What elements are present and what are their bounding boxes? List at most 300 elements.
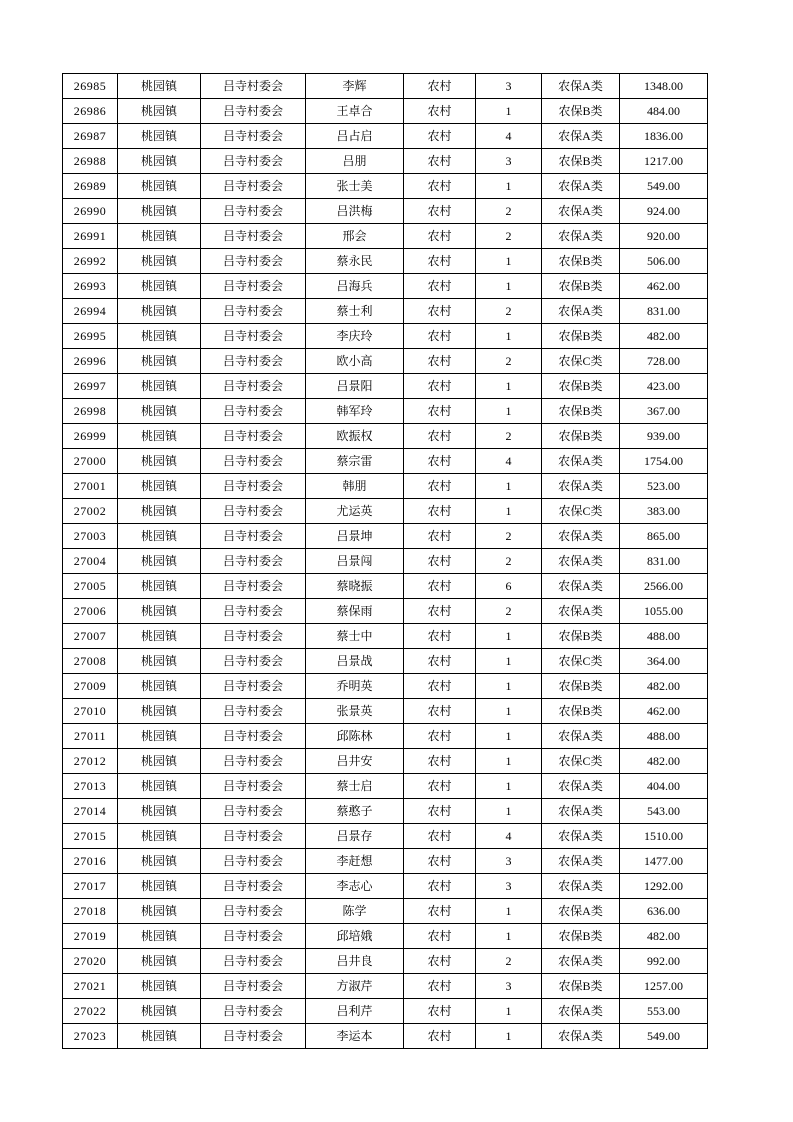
cell-id: 26997 — [63, 374, 118, 399]
cell-insurance_type: 农保B类 — [542, 249, 620, 274]
table-row — [63, 899, 708, 924]
cell-count: 2 — [476, 349, 542, 374]
cell-id: 27010 — [63, 699, 118, 724]
cell-amount: 488.00 — [620, 624, 708, 649]
cell-count: 1 — [476, 799, 542, 824]
cell-insurance_type: 农保A类 — [542, 549, 620, 574]
cell-name: 蔡憨子 — [306, 799, 404, 824]
cell-name: 吕海兵 — [306, 274, 404, 299]
cell-village: 吕寺村委会 — [201, 149, 306, 174]
cell-amount: 462.00 — [620, 274, 708, 299]
table-row — [63, 174, 708, 199]
cell-count: 3 — [476, 74, 542, 99]
cell-count: 2 — [476, 299, 542, 324]
cell-town: 桃园镇 — [118, 274, 201, 299]
cell-insurance_type: 农保A类 — [542, 599, 620, 624]
cell-category: 农村 — [404, 924, 476, 949]
cell-amount: 1510.00 — [620, 824, 708, 849]
cell-insurance_type: 农保C类 — [542, 349, 620, 374]
cell-insurance_type: 农保B类 — [542, 924, 620, 949]
cell-village: 吕寺村委会 — [201, 199, 306, 224]
cell-amount: 482.00 — [620, 749, 708, 774]
cell-name: 吕洪梅 — [306, 199, 404, 224]
cell-amount: 1217.00 — [620, 149, 708, 174]
cell-count: 1 — [476, 474, 542, 499]
cell-id: 27016 — [63, 849, 118, 874]
cell-village: 吕寺村委会 — [201, 1024, 306, 1049]
cell-category: 农村 — [404, 524, 476, 549]
cell-count: 1 — [476, 174, 542, 199]
cell-insurance_type: 农保C类 — [542, 499, 620, 524]
cell-name: 蔡保雨 — [306, 599, 404, 624]
cell-amount: 364.00 — [620, 649, 708, 674]
cell-id: 26989 — [63, 174, 118, 199]
cell-village: 吕寺村委会 — [201, 949, 306, 974]
cell-amount: 488.00 — [620, 724, 708, 749]
cell-category: 农村 — [404, 224, 476, 249]
cell-id: 27009 — [63, 674, 118, 699]
cell-count: 1 — [476, 1024, 542, 1049]
cell-count: 3 — [476, 874, 542, 899]
cell-amount: 423.00 — [620, 374, 708, 399]
table-row — [63, 999, 708, 1024]
cell-name: 李辉 — [306, 74, 404, 99]
cell-town: 桃园镇 — [118, 124, 201, 149]
cell-village: 吕寺村委会 — [201, 674, 306, 699]
cell-id: 27008 — [63, 649, 118, 674]
cell-village: 吕寺村委会 — [201, 374, 306, 399]
table-body — [63, 74, 708, 1049]
cell-town: 桃园镇 — [118, 524, 201, 549]
cell-count: 3 — [476, 974, 542, 999]
cell-category: 农村 — [404, 974, 476, 999]
cell-amount: 383.00 — [620, 499, 708, 524]
cell-village: 吕寺村委会 — [201, 574, 306, 599]
cell-count: 1 — [476, 774, 542, 799]
cell-name: 李志心 — [306, 874, 404, 899]
table-row — [63, 774, 708, 799]
cell-insurance_type: 农保B类 — [542, 274, 620, 299]
cell-category: 农村 — [404, 174, 476, 199]
cell-name: 吕利芹 — [306, 999, 404, 1024]
cell-category: 农村 — [404, 724, 476, 749]
cell-amount: 1292.00 — [620, 874, 708, 899]
cell-id: 26995 — [63, 324, 118, 349]
cell-town: 桃园镇 — [118, 574, 201, 599]
cell-category: 农村 — [404, 699, 476, 724]
cell-village: 吕寺村委会 — [201, 249, 306, 274]
cell-town: 桃园镇 — [118, 249, 201, 274]
cell-village: 吕寺村委会 — [201, 549, 306, 574]
cell-count: 2 — [476, 199, 542, 224]
cell-category: 农村 — [404, 449, 476, 474]
cell-amount: 482.00 — [620, 324, 708, 349]
cell-village: 吕寺村委会 — [201, 224, 306, 249]
cell-count: 3 — [476, 149, 542, 174]
table-row — [63, 1024, 708, 1049]
cell-amount: 920.00 — [620, 224, 708, 249]
cell-id: 27021 — [63, 974, 118, 999]
cell-count: 1 — [476, 649, 542, 674]
table-row — [63, 349, 708, 374]
cell-insurance_type: 农保A类 — [542, 124, 620, 149]
cell-category: 农村 — [404, 399, 476, 424]
cell-town: 桃园镇 — [118, 99, 201, 124]
cell-insurance_type: 农保B类 — [542, 99, 620, 124]
cell-id: 27023 — [63, 1024, 118, 1049]
cell-id: 26990 — [63, 199, 118, 224]
cell-count: 1 — [476, 99, 542, 124]
cell-category: 农村 — [404, 1024, 476, 1049]
cell-count: 4 — [476, 824, 542, 849]
cell-village: 吕寺村委会 — [201, 724, 306, 749]
cell-town: 桃园镇 — [118, 424, 201, 449]
table-row — [63, 674, 708, 699]
cell-town: 桃园镇 — [118, 649, 201, 674]
table-row — [63, 924, 708, 949]
table-row — [63, 599, 708, 624]
cell-name: 吕景坤 — [306, 524, 404, 549]
cell-village: 吕寺村委会 — [201, 74, 306, 99]
cell-id: 27003 — [63, 524, 118, 549]
cell-count: 1 — [476, 399, 542, 424]
cell-insurance_type: 农保A类 — [542, 449, 620, 474]
cell-insurance_type: 农保A类 — [542, 299, 620, 324]
cell-amount: 553.00 — [620, 999, 708, 1024]
cell-count: 1 — [476, 249, 542, 274]
cell-name: 蔡晓振 — [306, 574, 404, 599]
cell-town: 桃园镇 — [118, 949, 201, 974]
cell-village: 吕寺村委会 — [201, 799, 306, 824]
cell-town: 桃园镇 — [118, 999, 201, 1024]
table-row — [63, 74, 708, 99]
cell-insurance_type: 农保A类 — [542, 824, 620, 849]
cell-id: 26986 — [63, 99, 118, 124]
cell-insurance_type: 农保A类 — [542, 199, 620, 224]
cell-amount: 1836.00 — [620, 124, 708, 149]
cell-village: 吕寺村委会 — [201, 124, 306, 149]
cell-id: 26988 — [63, 149, 118, 174]
cell-count: 6 — [476, 574, 542, 599]
cell-town: 桃园镇 — [118, 774, 201, 799]
cell-village: 吕寺村委会 — [201, 324, 306, 349]
cell-town: 桃园镇 — [118, 749, 201, 774]
cell-id: 27015 — [63, 824, 118, 849]
cell-insurance_type: 农保B类 — [542, 624, 620, 649]
cell-town: 桃园镇 — [118, 299, 201, 324]
cell-name: 吕朋 — [306, 149, 404, 174]
cell-town: 桃园镇 — [118, 449, 201, 474]
cell-amount: 462.00 — [620, 699, 708, 724]
cell-town: 桃园镇 — [118, 149, 201, 174]
cell-category: 农村 — [404, 674, 476, 699]
cell-id: 27006 — [63, 599, 118, 624]
cell-name: 吕占启 — [306, 124, 404, 149]
cell-count: 1 — [476, 324, 542, 349]
cell-amount: 2566.00 — [620, 574, 708, 599]
cell-town: 桃园镇 — [118, 74, 201, 99]
cell-count: 1 — [476, 899, 542, 924]
cell-name: 邱培娥 — [306, 924, 404, 949]
cell-count: 2 — [476, 949, 542, 974]
cell-insurance_type: 农保A类 — [542, 524, 620, 549]
cell-amount: 549.00 — [620, 174, 708, 199]
cell-name: 欧小高 — [306, 349, 404, 374]
cell-town: 桃园镇 — [118, 499, 201, 524]
cell-insurance_type: 农保A类 — [542, 899, 620, 924]
table-row — [63, 324, 708, 349]
cell-town: 桃园镇 — [118, 674, 201, 699]
table-row — [63, 399, 708, 424]
cell-insurance_type: 农保A类 — [542, 774, 620, 799]
cell-town: 桃园镇 — [118, 624, 201, 649]
cell-name: 乔明英 — [306, 674, 404, 699]
cell-category: 农村 — [404, 999, 476, 1024]
cell-village: 吕寺村委会 — [201, 924, 306, 949]
table-row — [63, 949, 708, 974]
cell-town: 桃园镇 — [118, 349, 201, 374]
table-row — [63, 974, 708, 999]
cell-amount: 992.00 — [620, 949, 708, 974]
cell-village: 吕寺村委会 — [201, 974, 306, 999]
table-row — [63, 799, 708, 824]
cell-town: 桃园镇 — [118, 849, 201, 874]
cell-village: 吕寺村委会 — [201, 599, 306, 624]
table-row — [63, 424, 708, 449]
cell-name: 李运本 — [306, 1024, 404, 1049]
cell-count: 1 — [476, 624, 542, 649]
cell-town: 桃园镇 — [118, 199, 201, 224]
cell-category: 农村 — [404, 374, 476, 399]
cell-count: 1 — [476, 924, 542, 949]
cell-village: 吕寺村委会 — [201, 824, 306, 849]
cell-amount: 549.00 — [620, 1024, 708, 1049]
cell-id: 27000 — [63, 449, 118, 474]
cell-count: 1 — [476, 749, 542, 774]
cell-id: 27013 — [63, 774, 118, 799]
cell-amount: 482.00 — [620, 924, 708, 949]
cell-amount: 523.00 — [620, 474, 708, 499]
cell-name: 张景英 — [306, 699, 404, 724]
cell-category: 农村 — [404, 249, 476, 274]
cell-insurance_type: 农保A类 — [542, 174, 620, 199]
cell-id: 27019 — [63, 924, 118, 949]
cell-village: 吕寺村委会 — [201, 274, 306, 299]
cell-village: 吕寺村委会 — [201, 899, 306, 924]
cell-insurance_type: 农保A类 — [542, 1024, 620, 1049]
cell-id: 27012 — [63, 749, 118, 774]
cell-count: 3 — [476, 849, 542, 874]
table-row — [63, 649, 708, 674]
cell-town: 桃园镇 — [118, 324, 201, 349]
cell-name: 蔡士中 — [306, 624, 404, 649]
cell-amount: 831.00 — [620, 299, 708, 324]
cell-amount: 484.00 — [620, 99, 708, 124]
cell-name: 王卓合 — [306, 99, 404, 124]
cell-name: 吕井安 — [306, 749, 404, 774]
cell-amount: 543.00 — [620, 799, 708, 824]
cell-village: 吕寺村委会 — [201, 849, 306, 874]
cell-insurance_type: 农保A类 — [542, 849, 620, 874]
cell-name: 尤运英 — [306, 499, 404, 524]
cell-insurance_type: 农保A类 — [542, 799, 620, 824]
cell-id: 27014 — [63, 799, 118, 824]
cell-category: 农村 — [404, 349, 476, 374]
table-row — [63, 574, 708, 599]
cell-count: 1 — [476, 699, 542, 724]
cell-village: 吕寺村委会 — [201, 99, 306, 124]
cell-village: 吕寺村委会 — [201, 874, 306, 899]
cell-amount: 1754.00 — [620, 449, 708, 474]
cell-id: 27004 — [63, 549, 118, 574]
cell-id: 26985 — [63, 74, 118, 99]
cell-town: 桃园镇 — [118, 174, 201, 199]
table-row — [63, 99, 708, 124]
cell-category: 农村 — [404, 624, 476, 649]
cell-count: 2 — [476, 424, 542, 449]
table-row — [63, 149, 708, 174]
table-row — [63, 499, 708, 524]
cell-id: 26993 — [63, 274, 118, 299]
table-row — [63, 249, 708, 274]
cell-village: 吕寺村委会 — [201, 999, 306, 1024]
cell-amount: 404.00 — [620, 774, 708, 799]
cell-count: 2 — [476, 549, 542, 574]
cell-count: 1 — [476, 724, 542, 749]
cell-town: 桃园镇 — [118, 924, 201, 949]
cell-town: 桃园镇 — [118, 974, 201, 999]
cell-town: 桃园镇 — [118, 699, 201, 724]
cell-name: 蔡永民 — [306, 249, 404, 274]
cell-amount: 728.00 — [620, 349, 708, 374]
cell-category: 农村 — [404, 849, 476, 874]
cell-name: 陈学 — [306, 899, 404, 924]
cell-insurance_type: 农保A类 — [542, 874, 620, 899]
cell-id: 27007 — [63, 624, 118, 649]
cell-amount: 482.00 — [620, 674, 708, 699]
cell-count: 1 — [476, 374, 542, 399]
cell-name: 吕景存 — [306, 824, 404, 849]
table-row — [63, 549, 708, 574]
cell-name: 吕井良 — [306, 949, 404, 974]
cell-amount: 367.00 — [620, 399, 708, 424]
cell-insurance_type: 农保A类 — [542, 224, 620, 249]
cell-name: 蔡宗雷 — [306, 449, 404, 474]
cell-name: 吕景战 — [306, 649, 404, 674]
cell-name: 蔡士利 — [306, 299, 404, 324]
cell-amount: 1257.00 — [620, 974, 708, 999]
cell-insurance_type: 农保B类 — [542, 699, 620, 724]
cell-amount: 636.00 — [620, 899, 708, 924]
cell-insurance_type: 农保A类 — [542, 74, 620, 99]
cell-id: 27017 — [63, 874, 118, 899]
benefits-table — [62, 73, 708, 1049]
cell-count: 2 — [476, 224, 542, 249]
cell-name: 邢会 — [306, 224, 404, 249]
cell-town: 桃园镇 — [118, 799, 201, 824]
cell-category: 农村 — [404, 124, 476, 149]
cell-insurance_type: 农保B类 — [542, 974, 620, 999]
cell-town: 桃园镇 — [118, 824, 201, 849]
cell-town: 桃园镇 — [118, 374, 201, 399]
cell-name: 欧振权 — [306, 424, 404, 449]
table-row — [63, 124, 708, 149]
table-row — [63, 849, 708, 874]
cell-town: 桃园镇 — [118, 599, 201, 624]
cell-insurance_type: 农保C类 — [542, 649, 620, 674]
cell-amount: 506.00 — [620, 249, 708, 274]
cell-name: 李赶想 — [306, 849, 404, 874]
cell-town: 桃园镇 — [118, 224, 201, 249]
cell-insurance_type: 农保B类 — [542, 674, 620, 699]
table-row — [63, 474, 708, 499]
cell-amount: 865.00 — [620, 524, 708, 549]
cell-category: 农村 — [404, 774, 476, 799]
cell-amount: 939.00 — [620, 424, 708, 449]
cell-category: 农村 — [404, 749, 476, 774]
cell-village: 吕寺村委会 — [201, 349, 306, 374]
cell-insurance_type: 农保C类 — [542, 749, 620, 774]
cell-category: 农村 — [404, 949, 476, 974]
cell-town: 桃园镇 — [118, 474, 201, 499]
table-row — [63, 624, 708, 649]
cell-id: 26994 — [63, 299, 118, 324]
cell-category: 农村 — [404, 474, 476, 499]
cell-name: 李庆玲 — [306, 324, 404, 349]
cell-id: 27002 — [63, 499, 118, 524]
table-row — [63, 724, 708, 749]
cell-name: 张士美 — [306, 174, 404, 199]
cell-amount: 1055.00 — [620, 599, 708, 624]
cell-id: 26998 — [63, 399, 118, 424]
cell-category: 农村 — [404, 324, 476, 349]
cell-id: 27001 — [63, 474, 118, 499]
cell-category: 农村 — [404, 549, 476, 574]
cell-category: 农村 — [404, 424, 476, 449]
cell-category: 农村 — [404, 824, 476, 849]
cell-village: 吕寺村委会 — [201, 699, 306, 724]
cell-id: 27022 — [63, 999, 118, 1024]
cell-count: 1 — [476, 499, 542, 524]
cell-amount: 1477.00 — [620, 849, 708, 874]
cell-amount: 831.00 — [620, 549, 708, 574]
cell-insurance_type: 农保A类 — [542, 999, 620, 1024]
cell-category: 农村 — [404, 149, 476, 174]
table-row — [63, 524, 708, 549]
cell-category: 农村 — [404, 599, 476, 624]
cell-town: 桃园镇 — [118, 549, 201, 574]
cell-category: 农村 — [404, 274, 476, 299]
cell-category: 农村 — [404, 74, 476, 99]
cell-category: 农村 — [404, 799, 476, 824]
table-row — [63, 299, 708, 324]
cell-category: 农村 — [404, 899, 476, 924]
cell-name: 蔡士启 — [306, 774, 404, 799]
cell-category: 农村 — [404, 299, 476, 324]
cell-id: 26992 — [63, 249, 118, 274]
cell-village: 吕寺村委会 — [201, 174, 306, 199]
table-row — [63, 199, 708, 224]
cell-count: 1 — [476, 274, 542, 299]
table-row — [63, 699, 708, 724]
cell-count: 4 — [476, 124, 542, 149]
cell-insurance_type: 农保B类 — [542, 424, 620, 449]
cell-name: 吕景阳 — [306, 374, 404, 399]
cell-town: 桃园镇 — [118, 724, 201, 749]
cell-count: 4 — [476, 449, 542, 474]
cell-insurance_type: 农保B类 — [542, 324, 620, 349]
cell-count: 1 — [476, 999, 542, 1024]
